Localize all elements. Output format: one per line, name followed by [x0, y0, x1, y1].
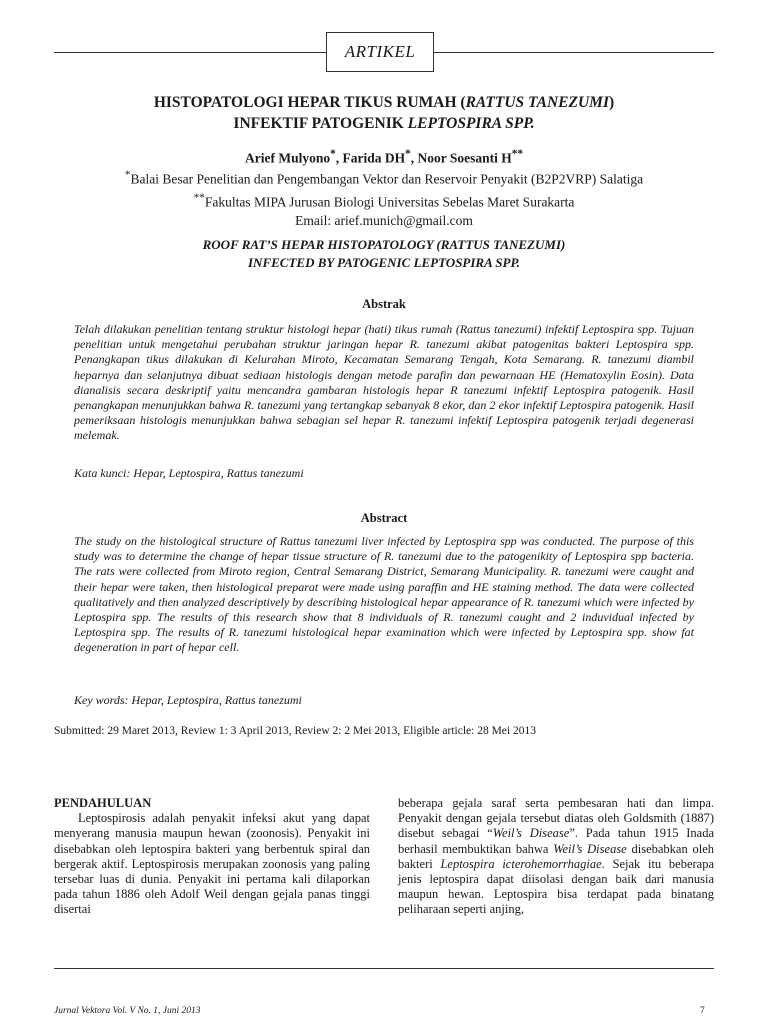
affiliations — [54, 166, 714, 231]
abstract-heading: Abstract — [360, 511, 408, 525]
body-right-column — [398, 796, 714, 918]
abstrak-keywords: Kata kunci: Hepar, Leptospira, Rattus tanezumi — [74, 466, 304, 480]
submission-dates: Submitted: 29 Maret 2013, Review 1: 3 April 2013, Review 2: 2 Mei 2013, Eligible article: 28 Mei 2013 — [54, 725, 536, 737]
affiliation-1: *Balai Besar Penelitian dan Pengembangan Vektor dan Reservoir Penyakit (B2P2VRP) Salatiga — [124, 169, 644, 187]
section-label-text: ARTIKEL — [344, 42, 416, 61]
footer-rule — [54, 968, 714, 969]
title-line-1: HISTOPATOLOGI HEPAR TIKUS RUMAH (RATTUS TANEZUMI) — [153, 94, 615, 111]
page-number: 7 — [700, 1006, 705, 1016]
right-paragraph: beberapa gejala saraf serta pembesaran hati dan limpa. Penyakit dengan gejala tersebut diatas oleh Goldsmith (1887) disebut sebagai “Weil’s Disease”. Pada tahun 1915 Inada berhasil membuktikan bahwa Weil’s Disease disebabkan oleh bakteri Leptospira icterohemorrhagiae. Sejak itu beberapa jenis leptospira dapat diisolasi dengan baik dari manusia maupun hewan. Leptospira bisa terdapat pada binatang peliharaan seperti anjing, — [398, 796, 715, 917]
title-line-2: INFEKTIF PATOGENIK LEPTOSPIRA SPP. — [233, 115, 535, 132]
intro-paragraph: Leptospirosis adalah penyakit infeksi akut yang dapat menyerang manusia maupun hewan (zoonosis). Penyakit ini disebabkan oleh leptospira bakteri yang berbentuk spiral dan bergerak aktif. Leptospirosis merupakan zoonosis yang paling tersebar luas di dunia. Penyakit ini pertama kali dilaporkan pada tahun 1886 oleh Adolf Weil dengan gejala panas tinggi disertai — [54, 811, 370, 917]
section-heading-pendahuluan: PENDAHULUAN — [54, 796, 152, 810]
journal-citation: Jurnal Vektora Vol. V No. 1, Juni 2013 — [54, 1006, 201, 1016]
english-title — [54, 236, 714, 272]
abstract-text: The study on the histological structure of Rattus tanezumi liver infected by Leptospira spp was conducted. The purpose of this study was to determine the change of hepar tissue structure of R. tanezumi due to the patogenikity of Leptospira spp bacteria. The rats were collected from Miroto region, Central Semarang District, Semarang Municipality. R. tanezumi were caught and their hepar were taken, then histological preparat were made using paraffin and HE staining method. The data were collected qualitatively and then analyzed descriptively by describing histological hepar appearance of R. tanezumi which were infected by Leptospira spp. The results of this research show that 8 individuals of R. tanezumi caught and 2 induvidual infected by Leptospira spp. The results of R. tanezumi histological hepar examination which were infected by Leptospira spp. show fat degeneration in part of hepar cell. — [74, 534, 694, 655]
author-email: Email: arief.munich@gmail.com — [295, 213, 473, 228]
abstrak-heading: Abstrak — [362, 297, 406, 311]
english-title-line-1: ROOF RAT’S HEPAR HISTOPATOLOGY (RATTUS TANEZUMI) — [202, 237, 566, 252]
paper-title — [54, 92, 714, 134]
abstrak-text: Telah dilakukan penelitian tentang struktur histologi hepar (hati) tikus rumah (Rattus tanezumi) infektif Leptospira spp. Tujuan penelitian untuk mengetahui perubahan struktur jaringan hepar R. tanezumi akibat patogenitas bakteri Leptospira spp. Penangkapan tikus dilakukan di Kelurahan Miroto, Kecamatan Semarang Tengah, Kota Semarang. R. tanezumi diambil heparnya dan selanjutnya dibuat sediaan histologis dengan metode parafin dan pewarnaan HE (Hematoxylin Eosin). Data dianalisis secara deskriptif yaitu mencandra gambaran histologis hepar R tanezumi infektif Leptospira patogenik. Hasil penangkapan menunjukkan bahwa R. tanezumi yang tertangkap sebanyak 8 ekor, dan 2 ekor infektif Leptospira patogenik. Hasil pemeriksaan histologis menunjukkan bahwa sebagian sel hepar R. tanezumi infektif Leptospira patogenik terjadi degenerasi melemak. — [74, 322, 694, 443]
body-left-column — [54, 796, 370, 918]
section-label — [326, 32, 434, 72]
affiliation-2: **Fakultas MIPA Jurusan Biologi Universitas Sebelas Maret Surakarta — [193, 192, 575, 210]
english-title-line-2: INFECTED BY PATOGENIC LEPTOSPIRA SPP. — [248, 255, 520, 270]
author-list: Arief Mulyono*, Farida DH*, Noor Soesanti H** — [244, 148, 523, 166]
abstract-keywords: Key words: Hepar, Leptospira, Rattus tanezumi — [74, 693, 302, 707]
